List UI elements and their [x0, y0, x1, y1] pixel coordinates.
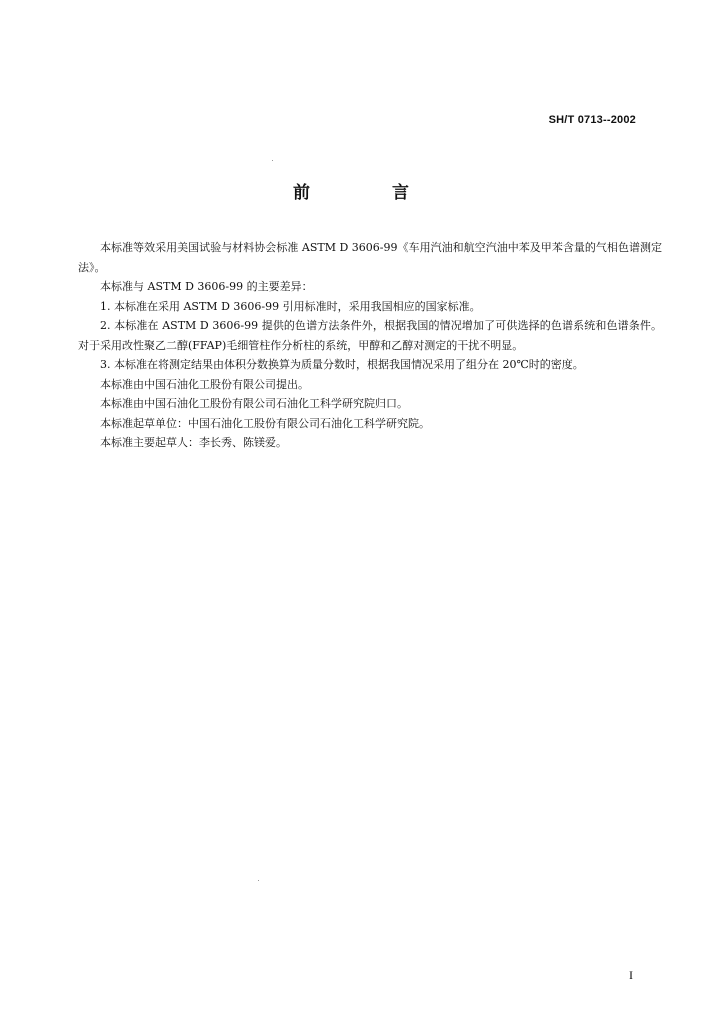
foreword-body: [78, 238, 662, 453]
paragraph-equivalence: 本标准等效采用美国试验与材料协会标准 ASTM D 3606-99《车用汽油和航空汽油中苯及甲苯含量的气相色谱测定法》。: [78, 241, 662, 274]
page-number: I: [629, 968, 633, 982]
paragraph-difference-3: 3. 本标准在将测定结果由体积分数换算为质量分数时，根据我国情况采用了组分在 20℃时的密度。: [100, 358, 584, 371]
paragraph-proposer: 本标准由中国石油化工股份有限公司提出。: [100, 377, 309, 391]
paragraph-differences-intro: 本标准与 ASTM D 3606-99 的主要差异：: [100, 280, 313, 293]
scan-speck: [258, 880, 259, 881]
paragraph-drafting-unit: 本标准起草单位：中国石油化工股份有限公司石油化工科学研究院。: [100, 416, 430, 430]
standard-code: SH/T 0713--2002: [548, 114, 636, 126]
paragraph-difference-1: 1. 本标准在采用 ASTM D 3606-99 引用标准时，采用我国相应的国家标准。: [100, 299, 481, 313]
scan-speck: [272, 160, 273, 161]
paragraph-difference-2: 2. 本标准在 ASTM D 3606-99 提供的色谱方法条件外，根据我国的情况增加了可供选择的色谱系统和色谱条件。对于采用改性聚乙二醇(FFAP)毛细管柱作分析柱的系统，甲醇和乙醇对测定的干扰不明显。: [78, 319, 662, 352]
paragraph-drafters: 本标准主要起草人：李长秀、陈镁爱。: [100, 436, 287, 449]
page-title: 前 言: [293, 183, 447, 203]
paragraph-centralized: 本标准由中国石油化工股份有限公司石油化工科学研究院归口。: [100, 397, 408, 410]
